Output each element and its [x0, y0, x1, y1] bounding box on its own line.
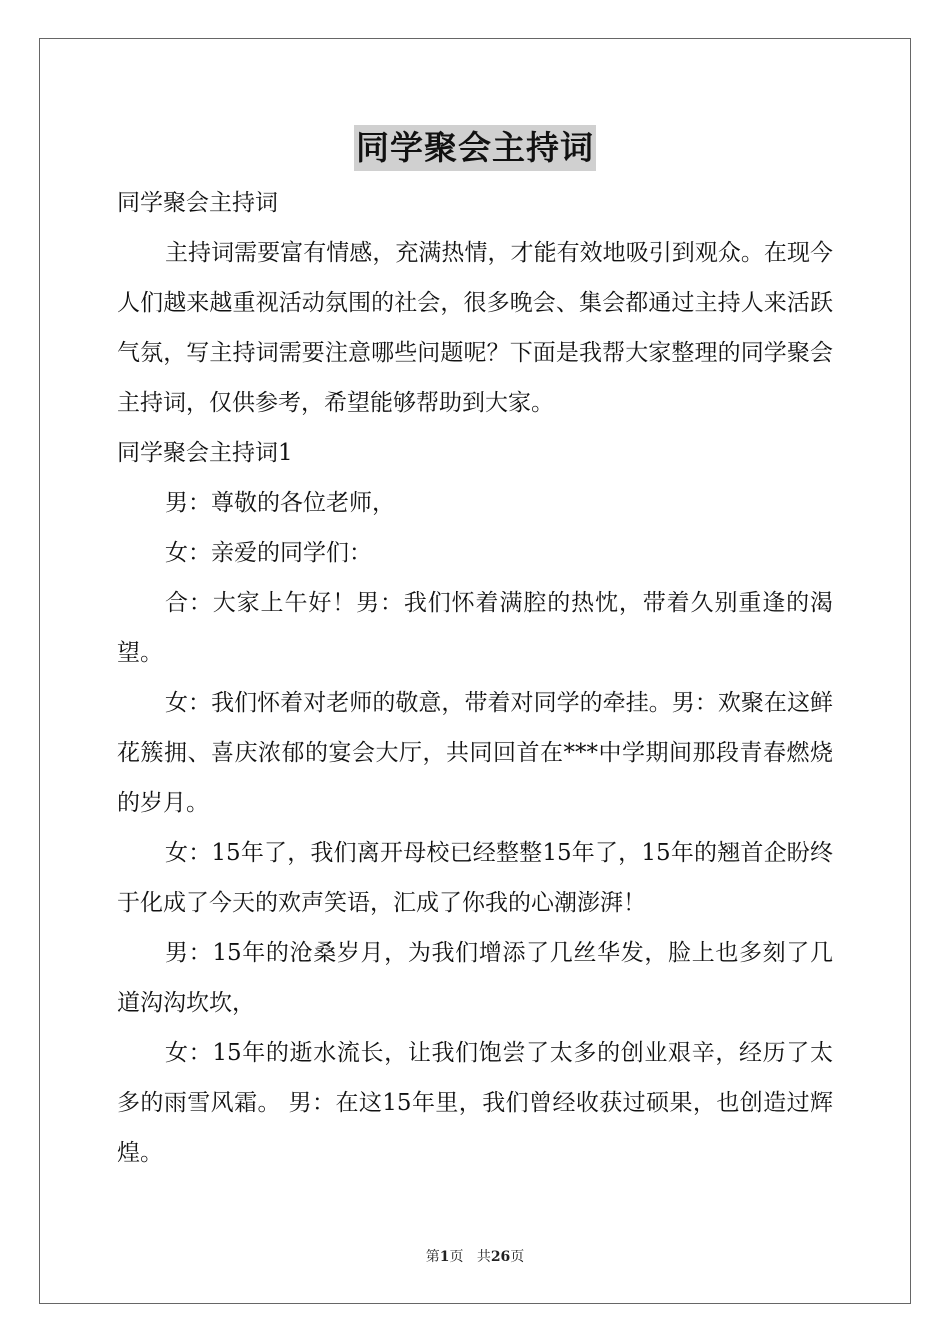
- document-body: [117, 178, 833, 1178]
- paragraph: 男：尊敬的各位老师，: [165, 490, 395, 516]
- section-heading: 同学聚会主持词1: [117, 440, 293, 466]
- paragraph: 女：我们怀着对老师的敬意，带着对同学的牵挂。男：欢聚在这鲜花簇拥、喜庆浓郁的宴会大厅，共同回首在***中学期间那段青春燃烧的岁月。: [117, 690, 833, 816]
- intro-paragraph: 主持词需要富有情感，充满热情，才能有效地吸引到观众。在现今人们越来越重视活动氛围的社会，很多晚会、集会都通过主持人来活跃气氛，写主持词需要注意哪些问题呢？下面是我帮大家整理的同学聚会主持词，仅供参考，希望能够帮助到大家。: [117, 240, 833, 416]
- paragraph: 女：15年了，我们离开母校已经整整15年了，15年的翘首企盼终于化成了今天的欢声笑语，汇成了你我的心潮澎湃！: [117, 840, 833, 916]
- page-number: 1: [439, 1249, 450, 1265]
- title-area: [0, 125, 950, 171]
- total-prefix: 共: [476, 1249, 491, 1265]
- paragraph: 女：15年的逝水流长，让我们饱尝了太多的创业艰辛，经历了太多的雨雪风霜。 男：在这15年里，我们曾经收获过硕果，也创造过辉煌。: [117, 1040, 833, 1166]
- subtitle: 同学聚会主持词: [117, 190, 278, 216]
- page-prefix: 第: [425, 1249, 440, 1265]
- paragraph: 男：15年的沧桑岁月，为我们增添了几丝华发，脸上也多刻了几道沟沟坎坎，: [117, 940, 833, 1016]
- paragraph: 女：亲爱的同学们：: [165, 540, 372, 566]
- page-footer: [0, 1246, 950, 1266]
- total-suffix: 页: [510, 1249, 525, 1265]
- document-title: 同学聚会主持词: [354, 125, 596, 171]
- total-pages: 26: [490, 1249, 511, 1265]
- page-suffix: 页: [449, 1249, 464, 1265]
- paragraph: 合：大家上午好！男：我们怀着满腔的热忱，带着久别重逢的渴望。: [117, 590, 833, 666]
